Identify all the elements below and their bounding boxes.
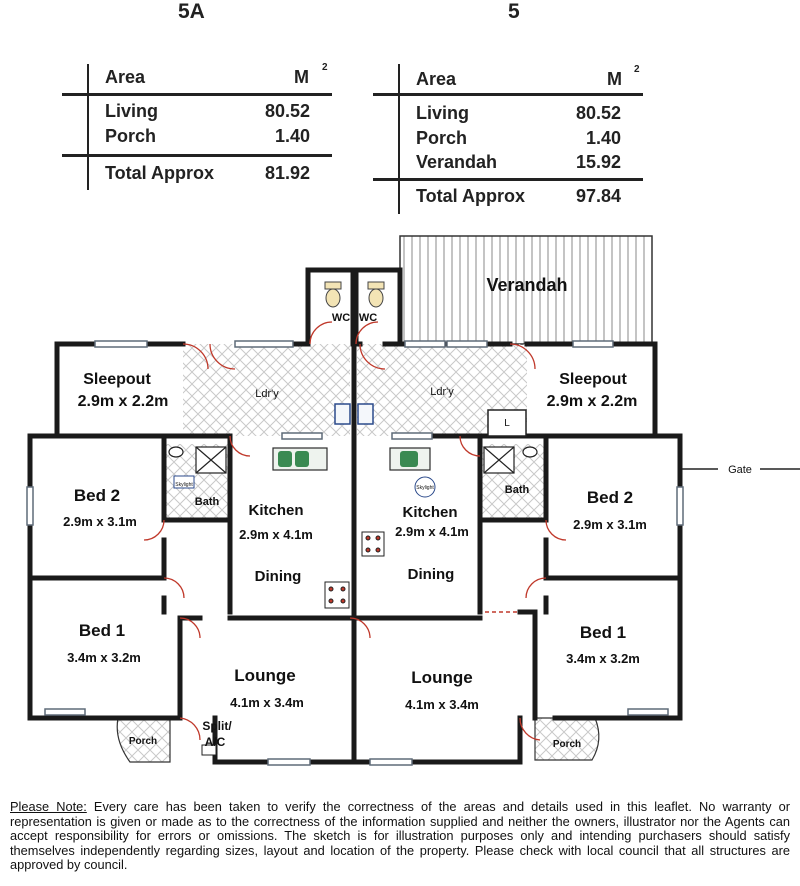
disclaimer-label: Please Note:: [10, 799, 87, 814]
area-header: Area: [105, 67, 146, 87]
row-value-verandah: 15.92: [575, 152, 621, 172]
row-value-living: 80.52: [575, 103, 621, 123]
skylight-label-left: Skylight: [175, 482, 193, 488]
room-size-bed1-left: 3.4m x 3.2m: [67, 650, 141, 665]
area-table-5a: [62, 58, 332, 190]
unit-title-5a: 5A: [178, 0, 205, 23]
split-ac-label-1: Split/: [202, 719, 232, 733]
room-name-bath-right: Bath: [504, 484, 530, 496]
room-name-porch-right: Porch: [552, 739, 582, 750]
room-name-kitchen-right: Kitchen: [402, 504, 458, 521]
area-header: Area: [416, 69, 457, 89]
total-value: 81.92: [264, 163, 310, 183]
gate-label: Gate: [728, 464, 752, 476]
room-name-porch-left: Porch: [128, 736, 158, 747]
room-size-bed1-right: 3.4m x 3.2m: [566, 651, 640, 666]
room-size-lounge-right: 4.1m x 3.4m: [405, 697, 479, 712]
floor-plan: [0, 225, 800, 770]
row-value-porch: 1.40: [585, 128, 621, 148]
verandah-label: Verandah: [486, 275, 568, 295]
room-size-bed2-right: 2.9m x 3.1m: [573, 517, 647, 532]
total-value: 97.84: [575, 186, 621, 206]
unit-header: M: [607, 69, 622, 89]
room-name-bed2-left: Bed 2: [73, 486, 121, 505]
laundry-label-right: Ldr'y: [430, 386, 454, 398]
room-name-sleepout-left: Sleepout: [83, 371, 151, 388]
room-size-sleepout-right: 2.9m x 2.2m: [546, 393, 638, 410]
disclaimer: [10, 800, 790, 873]
room-size-sleepout-left: 2.9m x 2.2m: [77, 393, 169, 410]
unit-superscript: 2: [634, 64, 640, 75]
room-name-sleepout-right: Sleepout: [559, 371, 627, 388]
laundry-label-left: Ldr'y: [255, 388, 279, 400]
skylight-label-right: Skylight: [416, 485, 434, 491]
wc-label-left: WC: [331, 312, 351, 324]
room-name-bed1-right: Bed 1: [579, 623, 627, 642]
room-size-lounge-left: 4.1m x 3.4m: [230, 695, 304, 710]
room-name-bed1-left: Bed 1: [78, 621, 126, 640]
room-name-lounge-right: Lounge: [411, 668, 473, 687]
room-name-bath-left: Bath: [194, 496, 220, 508]
row-label-verandah: Verandah: [416, 152, 498, 172]
room-size-kitchen-right: 2.9m x 4.1m: [395, 524, 469, 539]
split-ac-label-2: A/C: [204, 735, 226, 749]
unit-superscript: 2: [322, 62, 328, 73]
room-name-bed2-right: Bed 2: [586, 488, 634, 507]
room-name-dining-left: Dining: [254, 568, 302, 585]
unit-header: M: [294, 67, 309, 87]
room-name-lounge-left: Lounge: [234, 666, 296, 685]
disclaimer-text: Every care has been taken to verify the correctness of the areas and details used in this leaflet. No warranty or representation is given or made as to the correctness of the information supplied and neither the owners, illustrator nor the Agents can accept responsibility for errors or omissions. The sketch is for illustration purposes only and intending purchasers should satisfy themselves independently regarding sizes, layout and location of the property. Please check with local council that all structures are approved by council.: [10, 799, 790, 873]
room-size-kitchen-left: 2.9m x 4.1m: [239, 527, 313, 542]
room-name-dining-right: Dining: [407, 566, 455, 583]
row-label-porch: Porch: [105, 126, 157, 146]
room-size-bed2-left: 2.9m x 3.1m: [63, 514, 137, 529]
l-label: L: [504, 418, 510, 429]
room-name-kitchen-left: Kitchen: [248, 502, 304, 519]
row-value-living: 80.52: [264, 101, 310, 121]
wc-label-right: WC: [358, 312, 378, 324]
total-label: Total Approx: [105, 163, 214, 183]
row-label-living: Living: [105, 101, 158, 121]
row-label-porch: Porch: [416, 128, 468, 148]
row-value-porch: 1.40: [274, 126, 310, 146]
row-label-living: Living: [416, 103, 469, 123]
total-label: Total Approx: [416, 186, 525, 206]
area-table-5: [373, 58, 643, 214]
unit-title-5: 5: [508, 0, 520, 23]
